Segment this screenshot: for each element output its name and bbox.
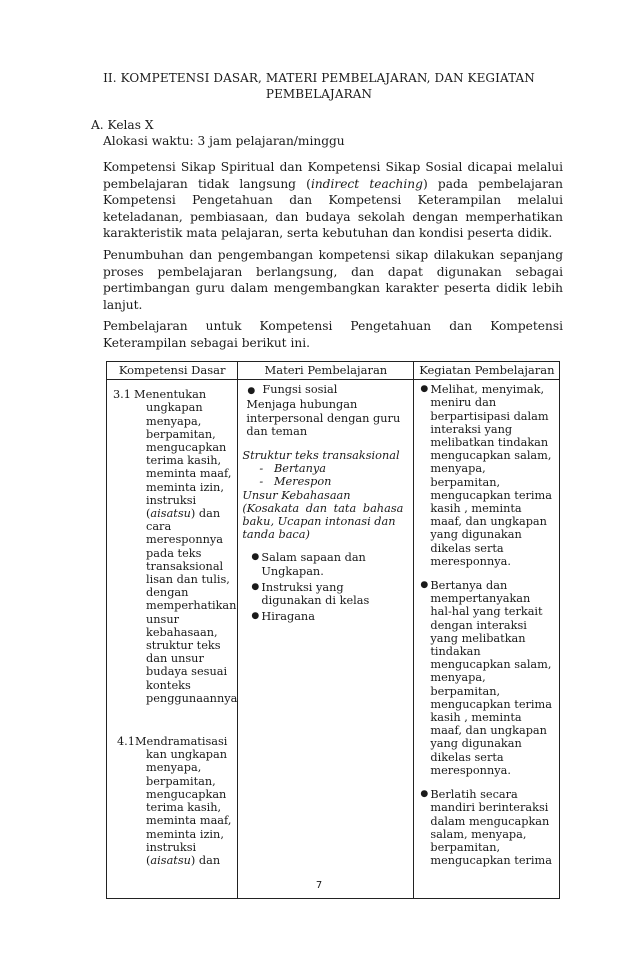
subsection-title: A. Kelas X [91, 118, 154, 132]
materi-bullets [242, 551, 409, 623]
unsur-desc: (Kosakata dan tata bahasa baku, Ucapan intonasi dan tanda baca) [242, 501, 404, 542]
section-title-line1: II. KOMPETENSI DASAR, MATERI PEMBELAJARAN, DAN KEGIATAN [103, 71, 535, 85]
list-item: ● Salam sapaan dan Ungkapan. [251, 551, 366, 578]
unsur-title: Unsur Kebahasaan [242, 488, 351, 502]
time-allocation: Alokasi waktu: 3 jam pelajaran/minggu [103, 134, 345, 148]
kegiatan-list [417, 383, 557, 867]
struktur-item: Merespon [273, 475, 332, 489]
list-item: ● Melihat, menyimak, meniru dan berpartisipasi dalam interaksi yang melibatkan tindakan mengucapkan salam, menyapa, berpamitan, mengucapkan terima kasih , meminta maaf, dan ungkapan yang digunakan dikelas serta meresponnya. [420, 383, 552, 568]
paragraph-3-line2: Keterampilan sebagai berikut ini. [103, 336, 310, 350]
materi-cell: ● Fungsi sosial Menjaga hubungan interpersonal dengan guru dan teman Struktur teks transaksional - Bertanya - Merespon Unsur Kebahasaan (Kosakata dan tata bahasa baku, Ucapan intonasi dan tanda baca) ● Salam sapaan dan Ungkapan. ● Instruksi yang digunakan di kelas ● Hiragana [238, 380, 414, 899]
kd-4-1: 4.1Mendramatisasi kan ungkapan menyapa, berpamitan, mengucapkan terima kasih, meminta maaf, meminta izin, instruksi (aisatsu) dan [117, 735, 232, 867]
header-materi-pembelajaran: Materi Pembelajaran [238, 362, 414, 380]
list-item: ● Instruksi yang digunakan di kelas [251, 580, 370, 608]
kd-cell [107, 380, 238, 899]
struktur-title: Struktur teks transaksional [242, 449, 400, 463]
list-item: ● Bertanya dan mempertanyakan hal-hal yang terkait dengan interaksi yang melibatkan tindakan mengucapkan salam, menyapa, berpamitan, mengucapkan terima kasih , meminta maaf, dan ungkapan yang digunakan dikelas serta meresponnya. [420, 579, 552, 777]
list-item: ● Berlatih secara mandiri berinteraksi dalam mengucapkan salam, menyapa, berpamitan, mengucapkan terima [420, 788, 552, 868]
header-kegiatan-pembelajaran: Kegiatan Pembelajaran [414, 362, 560, 380]
fungsi-sosial: Fungsi sosial [262, 383, 338, 397]
table-row [107, 380, 560, 899]
paragraph-3-line1: Pembelajaran untuk Kompetensi Pengetahuan dan Kompetensi [103, 319, 563, 333]
kegiatan-cell [414, 380, 560, 899]
paragraph-2: Penumbuhan dan pengembangan kompetensi sikap dilakukan sepanjang proses pembelajaran berlangsung, dan dapat digunakan sebagai pertimbangan guru dalam mengembangkan karakter peserta didik lebih lanjut. [103, 248, 563, 312]
section-title-line2: PEMBELAJARAN [265, 87, 373, 101]
page-number: 7 [315, 880, 323, 891]
competency-table [106, 361, 560, 899]
fungsi-desc: Menjaga hubungan interpersonal dengan guru dan teman [246, 398, 401, 438]
indirect-teaching-term: indirect teaching [310, 176, 423, 191]
kd-3-1: 3.1 Menentukan ungkapan menyapa, berpamitan, mengucapkan terima kasih, meminta maaf, meminta izin, instruksi (aisatsu) dan cara meresponnya pada teks transaksional lisan dan tulis, dengan memperhatikan unsur kebahasaan, struktur teks dan unsur budaya sesuai konteks penggunaannya [113, 388, 238, 705]
header-kompetensi-dasar: Kompetensi Dasar [107, 362, 238, 380]
table-header-row [107, 362, 560, 380]
paragraph-1: Kompetensi Sikap Spiritual dan Kompetensi Sikap Sosial dicapai melalui pembelajaran tidak langsung (indirect teaching) pada pembelajaran Kompetensi Pengetahuan dan Kompetensi Keterampilan melalui keteladanan, pembiasaan, dan budaya sekolah dengan memperhatikan karakteristik mata pelajaran, serta kebutuhan dan kondisi peserta didik. [103, 160, 564, 241]
struktur-item: Bertanya [273, 462, 327, 476]
list-item: ● Hiragana [251, 610, 315, 624]
